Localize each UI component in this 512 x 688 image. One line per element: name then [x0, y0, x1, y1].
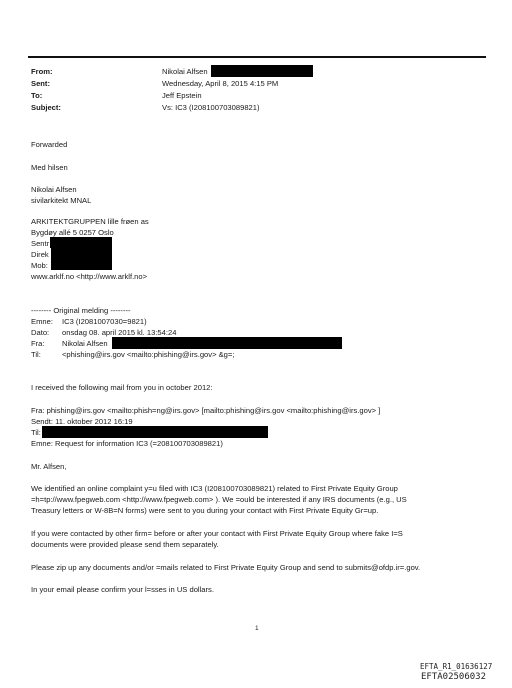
- from-label: From:: [31, 67, 53, 76]
- paragraph-2-line-1: If you were contacted by other firm= before or after your contact with First Private Equity Group where fake I=S: [31, 529, 403, 538]
- signature-name: Nikolai Alfsen: [31, 185, 77, 194]
- quoted-til: Til:: [31, 428, 41, 437]
- redaction-til: [42, 426, 268, 438]
- quoted-sendt: Sendt: 11. oktober 2012 16:19: [31, 417, 133, 426]
- fra-value: Nikolai Alfsen: [62, 339, 108, 348]
- redaction-direk: [51, 248, 112, 259]
- signature-title: sivilarkitekt MNAL: [31, 196, 92, 205]
- paragraph-3: Please zip up any documents and/or =mails related to First Private Equity Group and send to submits@ofdp.ir=.gov.: [31, 563, 421, 572]
- footer-ref-2: EFTA02506032: [421, 672, 487, 682]
- company-address: Bygdøy allé 5 0257 Oslo: [31, 228, 114, 237]
- greeting-text: Med hilsen: [31, 163, 68, 172]
- subject-label: Subject:: [31, 103, 61, 112]
- paragraph-4: In your email please confirm your l=sses in US dollars.: [31, 585, 214, 594]
- from-value: Nikolai Alfsen: [162, 67, 208, 76]
- subject-value: Vs: IC3 (I208100703089821): [162, 103, 260, 112]
- received-text: I received the following mail from you in october 2012:: [31, 383, 213, 392]
- redaction-mob: [51, 259, 112, 270]
- sentr-label: Sentr: [31, 239, 50, 248]
- paragraph-1-line-3: Treasury letters or W-8B=N forms) were sent to you during your contact with First Private Equity Gr=up.: [31, 506, 379, 515]
- paragraph-2-line-2: documents were provided please send them separately.: [31, 540, 219, 549]
- emne-value: IC3 (I2081007030=9821): [62, 317, 147, 326]
- til-label: Til:: [31, 350, 41, 359]
- redaction-fra: [112, 337, 342, 349]
- header-rule: [28, 56, 486, 58]
- dato-value: onsdag 08. april 2015 kl. 13:54:24: [62, 328, 177, 337]
- forwarded-text: Forwarded: [31, 140, 68, 149]
- footer-ref-1: EFTA_R1_01636127: [420, 662, 493, 671]
- paragraph-1-line-1: We identified an online complaint y=u filed with IC3 (I208100703089821) related to First Private Equity Group: [31, 484, 398, 493]
- direk-label: Direk: [31, 250, 49, 259]
- company-name: ARKITEKTGRUPPEN lille frøen as: [31, 217, 149, 226]
- sent-label: Sent:: [31, 79, 50, 88]
- to-label: To:: [31, 91, 43, 100]
- quoted-fra: Fra: phishing@irs.gov <mailto:phish=ng@irs.gov> [mailto:phishing@irs.gov <mailto:phishing@irs.gov> ]: [31, 406, 381, 415]
- page-number: 1: [255, 625, 259, 632]
- mob-label: Mob:: [31, 261, 48, 270]
- web-link[interactable]: www.arklf.no <http://www.arklf.no>: [31, 272, 148, 281]
- paragraph-1-line-2: =h=tp://www.fpegweb.com <http://www.fpegweb.com> ). We =ould be interested if any IRS documents (e.g., US: [31, 495, 407, 504]
- til-value: <phishing@irs.gov <mailto:phishing@irs.gov> &g=;: [62, 350, 235, 359]
- to-value: Jeff Epstein: [162, 91, 202, 100]
- original-message-header: -------- Original melding --------: [31, 306, 131, 315]
- emne-label: Emne:: [31, 317, 53, 326]
- dato-label: Dato:: [31, 328, 50, 337]
- quoted-emne: Emne: Request for information IC3 (=208100703089821): [31, 439, 223, 448]
- sent-value: Wednesday, April 8, 2015 4:15 PM: [162, 79, 279, 88]
- fra-label: Fra:: [31, 339, 45, 348]
- salutation-text: Mr. Alfsen,: [31, 462, 67, 471]
- redaction-sentr: [50, 237, 112, 248]
- redaction-from: [211, 65, 313, 77]
